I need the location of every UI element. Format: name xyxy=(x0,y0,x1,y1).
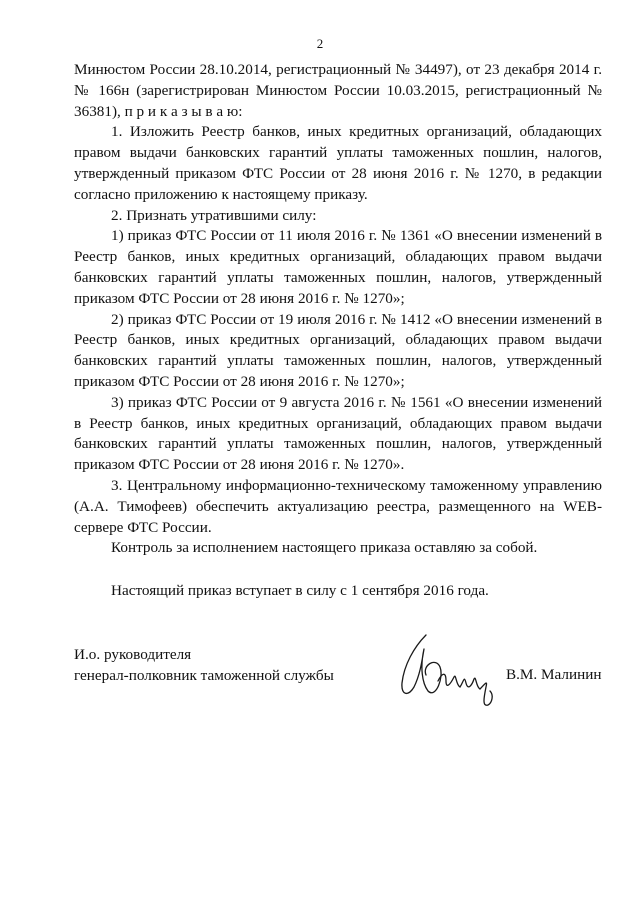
control-text: Контроль за исполнением настоящего приказа оставляю за собой. xyxy=(111,539,538,556)
paragraph-item-3: 3. Центральному информационно-техническому таможенному управлению (А.А. Тимофеев) обеспечить актуализацию реестра, размещенного на WEB-сервере ФТС России. xyxy=(74,476,602,536)
paragraph-subitem-1: 1) приказ ФТС России от 11 июля 2016 г. № 1361 «О внесении изменений в Реестр банков, иных кредитных организаций, обладающих правом выдачи банковских гарантий уплаты таможенных пошлин, налогов, утвержденный приказом ФТС России от 28 июня 2016 г. № 1270»; xyxy=(74,227,602,307)
signatory-name: В.М. Малинин xyxy=(506,666,602,683)
document-body xyxy=(74,60,602,538)
signatory-position-line2: генерал-полковник таможенной службы xyxy=(74,666,334,684)
paragraph-subitem-2: 2) приказ ФТС России от 19 июля 2016 г. № 1412 «О внесении изменений в Реестр банков, иных кредитных организаций, обладающих правом выдачи банковских гарантий уплаты таможенных пошлин, налогов, утвержденный приказом ФТС России от 28 июня 2016 г. № 1270»; xyxy=(74,310,602,390)
paragraph-item-1: 1. Изложить Реестр банков, иных кредитных организаций, обладающих правом выдачи банковских гарантий уплаты таможенных пошлин, налогов, утвержденный приказом ФТС России от 28 июня 2016 г. № 1270, в редакции согласно приложению к настоящему приказу. xyxy=(74,123,602,203)
effective-text: Настоящий приказ вступает в силу с 1 сентября 2016 года. xyxy=(111,582,489,599)
effective-paragraph xyxy=(74,581,602,602)
page-number: 2 xyxy=(316,36,324,51)
signatory-position-line1: И.о. руководителя xyxy=(74,646,192,663)
control-paragraph xyxy=(74,538,602,559)
signatory-position xyxy=(74,645,334,687)
paragraph-subitem-3: 3) приказ ФТС России от 9 августа 2016 г. № 1561 «О внесении изменений в Реестр банков, иных кредитных организаций, обладающих правом выдачи банковских гарантий уплаты таможенных пошлин, налогов, утвержденный приказом ФТС России от 28 июня 2016 г. № 1270». xyxy=(74,393,602,474)
handwritten-signature xyxy=(392,625,502,715)
paragraph-intro: Минюстом России 28.10.2014, регистрационный № 34497), от 23 декабря 2014 г. № 166н (зарегистрирован Минюстом России 10.03.2015, регистрационный № 36381), п р и к а з ы в а ю: xyxy=(74,61,602,120)
paragraph-item-2: 2. Признать утратившими силу: xyxy=(111,206,317,224)
